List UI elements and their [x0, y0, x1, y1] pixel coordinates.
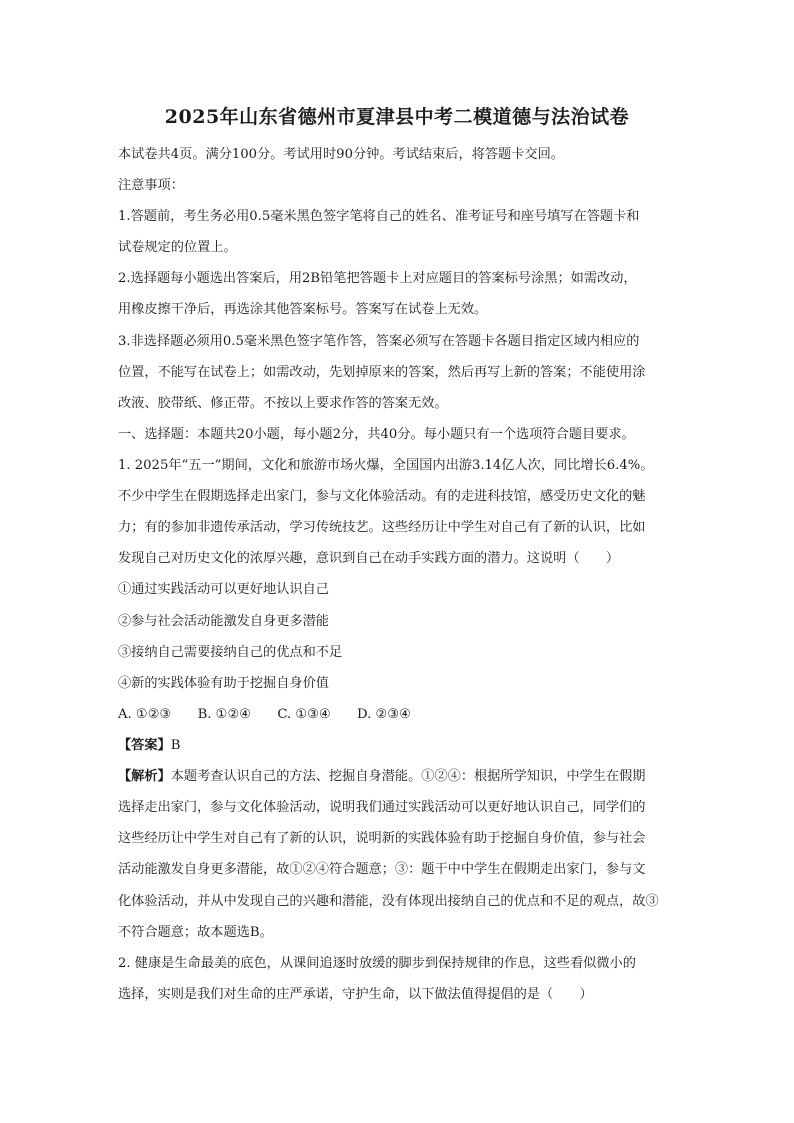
- note-3-line-1: 3.非选择题必须用0.5毫米黑色签字笔作答，答案必须写在答题卡各题目指定区域内相应的: [118, 334, 640, 349]
- q1-statement-3: ③接纳自己需要接纳自己的优点和不足: [118, 645, 343, 660]
- exam-title: 2025年山东省德州市夏津县中考二模道德与法治试卷: [164, 106, 630, 128]
- q1-analysis-line-2: 选择走出家门，参与文化体验活动，说明我们通过实践活动可以更好地认识自己，同学们的: [118, 800, 646, 815]
- q1-analysis-line-3: 这些经历让中学生对自己有了新的认识，说明新的实践体验有助于挖掘自身价值，参与社会: [118, 831, 646, 846]
- q1-stem-line-1: 1. 2025年“五一”期间，文化和旅游市场火爆，全国国内出游3.14亿人次，同比增长6.4%。: [118, 458, 654, 473]
- note-2-line-1: 2.选择题每小题选出答案后，用2B铅笔把答题卡上对应题目的答案标号涂黑；如需改动，: [118, 271, 637, 286]
- notes-heading: 注意事项：: [118, 178, 184, 193]
- q1-analysis-line-4: 活动能激发自身更多潜能，故①②④符合题意；③：题干中中学生在假期走出家门，参与文: [118, 862, 646, 877]
- note-3-line-3: 改液、胶带纸、修正带。不按以上要求作答的答案无效。: [118, 396, 448, 411]
- q1-option-d: D. ②③④: [357, 707, 411, 722]
- q1-option-b: B. ①②④: [197, 707, 252, 722]
- answer-label: 【答案】: [118, 738, 171, 753]
- note-2-line-2: 用橡皮擦干净后，再选涂其他答案标号。答案写在试卷上无效。: [118, 302, 488, 317]
- note-3-line-2: 位置，不能写在试卷上；如需改动，先划掉原来的答案，然后再写上新的答案；不能使用涂: [118, 365, 646, 380]
- note-1-line-1: 1.答题前，考生务必用0.5毫米黑色签字笔将自己的姓名、准考证号和座号填写在答题卡和: [118, 209, 640, 224]
- intro-text: 本试卷共4页。满分100分。考试用时90分钟。考试结束后，将答题卡交回。: [118, 147, 564, 162]
- q1-analysis-line-5: 化体验活动，并从中发现自己的兴趣和潜能，没有体现出接纳自己的优点和不足的观点，故③: [118, 894, 659, 909]
- q1-analysis-line-6: 不符合题意；故本题选B。: [118, 925, 273, 940]
- q1-statement-2: ②参与社会活动能激发自身更多潜能: [118, 614, 329, 629]
- analysis-label: 【解析】: [118, 769, 171, 784]
- analysis-text: 本题考查认识自己的方法、挖掘自身潜能。①②④：根据所学知识，中学生在假期: [170, 769, 646, 784]
- q1-stem-line-3: 力；有的参加非遗传承活动，学习传统技艺。这些经历让中学生对自己有了新的认识，比如: [118, 520, 646, 535]
- q1-option-a: A. ①②③: [118, 707, 172, 722]
- q1-stem-line-2: 不少中学生在假期选择走出家门，参与文化体验活动。有的走进科技馆，感受历史文化的魅: [118, 489, 646, 504]
- q2-stem-line-1: 2. 健康是生命最美的底色，从课间追逐时放缓的脚步到保持规律的作息，这些看似微小的: [118, 956, 636, 971]
- q1-stem-line-4: 发现自己对历史文化的浓厚兴趣，意识到自己在动手实践方面的潜力。这说明（ ）: [118, 551, 620, 566]
- q2-stem-line-2: 选择，实则是我们对生命的庄严承诺，守护生命，以下做法值得提倡的是（ ）: [118, 987, 593, 1002]
- answer-value: B: [170, 738, 181, 753]
- q1-statement-1: ①通过实践活动可以更好地认识自己: [118, 582, 329, 597]
- q1-statement-4: ④新的实践体验有助于挖掘自身价值: [118, 676, 329, 691]
- q1-answer: [118, 736, 688, 756]
- section-heading: 一、选择题：本题共20小题，每小题2分，共40分。每小题只有一个选项符合题目要求。: [118, 427, 635, 442]
- note-1-line-2: 试卷规定的位置上。: [118, 240, 237, 255]
- q1-options: [118, 705, 688, 725]
- q1-option-c: C. ①③④: [277, 707, 331, 722]
- q1-analysis-line-1: [118, 767, 688, 787]
